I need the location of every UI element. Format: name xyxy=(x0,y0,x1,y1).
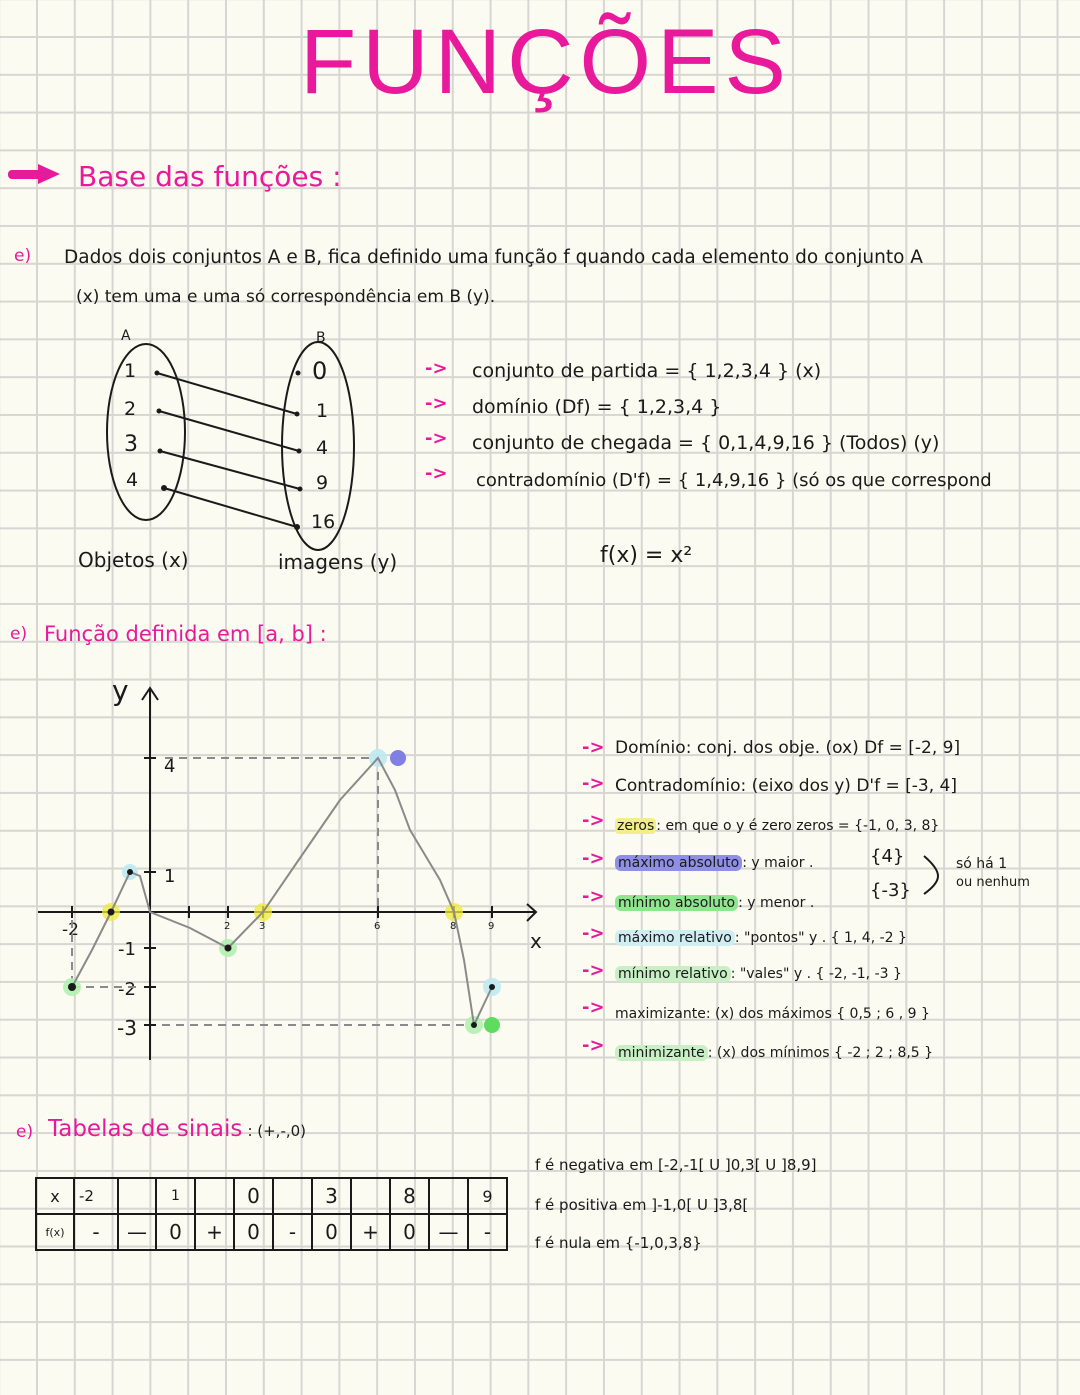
svg-text:6: 6 xyxy=(374,921,381,932)
table-row-x xyxy=(36,1178,507,1214)
value: : (x) dos máximos { 0,5 ; 6 , 9 } xyxy=(705,1006,930,1022)
set-a-label: A xyxy=(121,328,131,344)
table-cell: - xyxy=(468,1214,507,1250)
label: minimizante xyxy=(615,1045,708,1061)
svg-text:-2: -2 xyxy=(62,920,79,940)
conclusion-negativa: f é negativa em [-2,-1[ U ]0,3[ U ]8,9] xyxy=(535,1156,817,1174)
bullet-icon: e) xyxy=(14,246,32,266)
subheading-text: : (+,-,0) xyxy=(247,1122,307,1140)
table-cell: — xyxy=(429,1214,468,1250)
table-cell xyxy=(195,1178,234,1214)
arrow-icon: -> xyxy=(582,810,605,831)
arrow-icon: -> xyxy=(425,358,448,379)
arrow-icon: -> xyxy=(582,960,605,981)
note-max-relativo xyxy=(615,930,907,946)
note-contradominio-graph xyxy=(615,776,957,796)
set-b-item: 0 xyxy=(312,357,328,385)
table-cell: 1 xyxy=(156,1178,195,1214)
definition-line-2: (x) tem uma e uma só correspondência em B (y). xyxy=(76,287,496,307)
arrow-icon: -> xyxy=(425,428,448,449)
label: Contradomínio xyxy=(615,776,741,796)
set-b-item: 9 xyxy=(316,472,329,494)
value: : conj. dos obje. (ox) Df = [-2, 9] xyxy=(685,738,961,758)
table-cell: - xyxy=(74,1214,118,1250)
label: máximo absoluto xyxy=(615,855,742,871)
svg-text:-3: -3 xyxy=(117,1016,137,1040)
svg-text:8: 8 xyxy=(450,921,457,932)
table-cell xyxy=(273,1178,312,1214)
table-row-fx xyxy=(36,1214,507,1250)
table-cell: — xyxy=(118,1214,156,1250)
svg-text:y: y xyxy=(112,674,129,707)
arrow-icon: -> xyxy=(582,997,605,1018)
table-cell: 0 xyxy=(156,1214,195,1250)
svg-text:1: 1 xyxy=(164,866,176,887)
svg-text:4: 4 xyxy=(164,756,176,777)
label: máximo relativo xyxy=(615,930,735,946)
table-cell: + xyxy=(351,1214,390,1250)
section-heading-base: Base das funções : xyxy=(78,160,342,193)
brace-note-2: ou nenhum xyxy=(956,875,1030,890)
set-b-item: 4 xyxy=(316,437,329,459)
label: mínimo absoluto xyxy=(615,895,738,911)
table-cell: - xyxy=(273,1214,312,1250)
min-abs-value: {-3} xyxy=(870,880,911,901)
arrow-icon: -> xyxy=(425,463,448,484)
note-min-absoluto xyxy=(615,895,814,911)
arrow-icon: -> xyxy=(582,773,605,794)
table-cell: 3 xyxy=(312,1178,351,1214)
svg-text:x: x xyxy=(530,929,542,953)
table-cell: -2 xyxy=(74,1178,118,1214)
section-heading-tabelas xyxy=(48,1116,306,1142)
set-b-item: 16 xyxy=(311,511,336,533)
note-minimizante xyxy=(615,1045,933,1061)
table-cell: 8 xyxy=(390,1178,429,1214)
note-conjunto-partida: conjunto de partida = { 1,2,3,4 } (x) xyxy=(472,360,822,382)
svg-text:3: 3 xyxy=(259,921,266,932)
value: : y menor . xyxy=(738,895,815,911)
arrow-icon: -> xyxy=(582,886,605,907)
formula: f(x) = x² xyxy=(600,543,693,568)
note-conjunto-chegada: conjunto de chegada = { 0,1,4,9,16 } (Todos) (y) xyxy=(472,432,940,454)
caption-objetos: Objetos (x) xyxy=(78,548,189,572)
value: : "pontos" y . { 1, 4, -2 } xyxy=(734,930,907,946)
svg-text:-2: -2 xyxy=(118,979,136,1000)
set-b-item: 1 xyxy=(316,400,329,422)
arrow-icon: -> xyxy=(582,737,605,758)
value: : y maior . xyxy=(742,855,814,871)
set-a-item: 3 xyxy=(124,432,138,457)
table-cell xyxy=(118,1178,156,1214)
conclusion-nula: f é nula em {-1,0,3,8} xyxy=(535,1234,702,1252)
sign-table xyxy=(35,1177,508,1251)
label: mínimo relativo xyxy=(615,966,731,982)
table-cell xyxy=(351,1178,390,1214)
table-cell: 0 xyxy=(234,1178,273,1214)
label: maximizante xyxy=(615,1006,706,1022)
svg-text:2: 2 xyxy=(224,921,231,932)
value: : "vales" y . { -2, -1, -3 } xyxy=(730,966,902,982)
table-cell: x xyxy=(36,1178,74,1214)
note-dominio: domínio (Df) = { 1,2,3,4 } xyxy=(472,396,722,418)
note-max-absoluto xyxy=(615,855,813,871)
value: : (x) dos mínimos { -2 ; 2 ; 8,5 } xyxy=(707,1045,934,1061)
table-cell: 0 xyxy=(234,1214,273,1250)
bullet-icon: e) xyxy=(10,624,28,644)
value: : (eixo dos y) D'f = [-3, 4] xyxy=(740,776,957,796)
table-cell: 9 xyxy=(468,1178,507,1214)
arrow-icon: -> xyxy=(582,1035,605,1056)
set-a-item: 2 xyxy=(124,398,137,420)
table-cell: 0 xyxy=(390,1214,429,1250)
note-contradominio: contradomínio (D'f) = { 1,4,9,16 } (só os que correspond xyxy=(476,470,992,491)
max-abs-value: {4} xyxy=(870,846,905,867)
label: Domínio xyxy=(615,738,686,758)
table-cell: 0 xyxy=(312,1214,351,1250)
conclusion-positiva: f é positiva em ]-1,0[ U ]3,8[ xyxy=(535,1196,749,1214)
table-cell xyxy=(429,1178,468,1214)
arrow-icon: -> xyxy=(582,923,605,944)
section-heading-funcao-definida: Função definida em [a, b] : xyxy=(44,622,327,646)
note-dominio-graph xyxy=(615,738,960,758)
page-title: FUNÇÕES xyxy=(300,11,792,113)
table-cell: + xyxy=(195,1214,234,1250)
note-min-relativo xyxy=(615,966,902,982)
heading-text: Tabelas de sinais xyxy=(48,1116,243,1142)
set-a-item: 1 xyxy=(124,360,137,382)
bullet-icon: e) xyxy=(16,1122,34,1142)
brace-icon xyxy=(920,850,950,900)
note-zeros xyxy=(615,818,939,834)
table-cell: f(x) xyxy=(36,1214,74,1250)
label: zeros xyxy=(617,818,655,834)
arrow-icon: -> xyxy=(582,848,605,869)
caption-imagens: imagens (y) xyxy=(278,550,398,574)
svg-text:9: 9 xyxy=(488,921,495,932)
arrow-icon: -> xyxy=(425,393,448,414)
set-b-label: B xyxy=(316,330,326,346)
svg-text:-1: -1 xyxy=(118,939,136,960)
definition-line-1: Dados dois conjuntos A e B, fica definido uma função f quando cada elemento do conjunto A xyxy=(64,247,923,268)
set-a-item: 4 xyxy=(126,469,139,491)
note-maximizante xyxy=(615,1006,930,1022)
brace-note-1: só há 1 xyxy=(956,856,1008,872)
value: : em que o y é zero zeros = {-1, 0, 3, 8} xyxy=(656,818,940,834)
